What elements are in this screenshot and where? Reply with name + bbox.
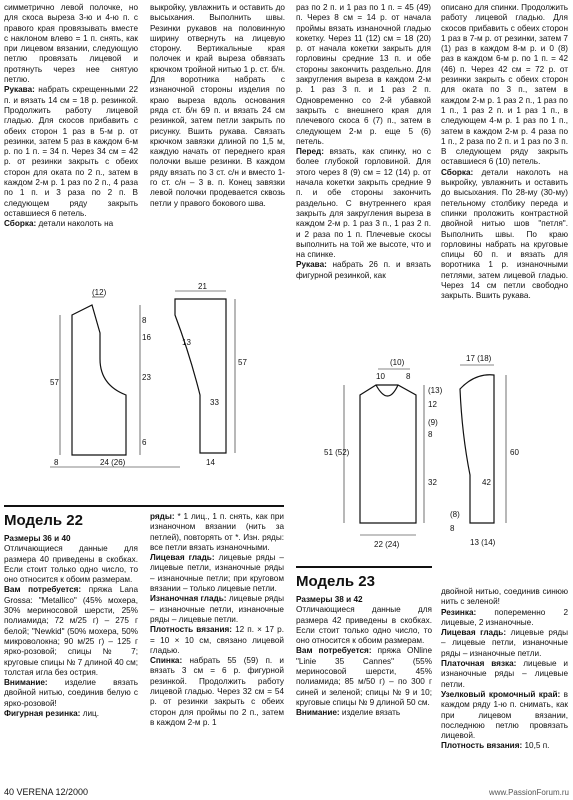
section-heading: Вам потребуется: [4, 585, 82, 595]
col2-top [150, 3, 285, 209]
section-text: набрать скрещенными 22 п. и вязать 14 см = 18 р. резинкой. Продолжить работу лицевой гладью. Для скосов прибавить с обеих сторон 1 раз в 5-м р. от резинки, затем 5 раз в каждом 6-м р. по 1 п. = 34 п. Через 34 см = 42 р. от резинки закрыть с обеих сторон для оката по 2 п., затем в каждом 2-м р. 1 раз по 2 п., 4 раза по 1 п. и 3 раза по 2 п. В следующем ряду закрыть оставшиеся 6 петель. [4, 85, 138, 218]
dim-label: 16 [142, 333, 151, 342]
paragraph [4, 219, 138, 229]
section-heading: Лицевая гладь: [441, 628, 507, 638]
section-heading: Рукава: [4, 85, 35, 95]
dim-label: 8 [142, 316, 147, 325]
body-pattern [72, 305, 126, 455]
paragraph: раз по 2 п. и 1 раз по 1 п. = 45 (49) п. Через 8 см = 14 р. от начала проймы вязать изнаночной гладью кокетку. Через 11 (12) см = 18 (20) р. от начала кокетки закрыть для горловины средние 13 п. и обе стороны закончить раздельно. Для закругления выреза в каждом 2-м р. 1 раз 3 п. и 1 раз 2 п. Одновременно со 2-й убавкой закрыть с внешнего края для плечевого скоса 6 (7) п., затем в следующем 2-м р. еще 5 (6) петель. [296, 3, 431, 146]
section-heading: Внимание: [296, 708, 340, 718]
section-text: 10,5 п. [522, 741, 550, 751]
model23-col1 [296, 573, 432, 719]
paragraph [150, 553, 284, 594]
paragraph [441, 741, 568, 751]
paragraph: двойной нитью, соединив синюю нить с зеленой! [441, 587, 568, 607]
section-text: набрать 26 п. и вязать фигурной резинкой, как [296, 260, 431, 280]
dim-label: 10 [376, 372, 385, 381]
section-text: изделие вязать [339, 708, 401, 718]
dim-label: 22 (24) [374, 540, 400, 549]
section-text: лиц. [80, 709, 100, 719]
col1-top [4, 3, 138, 230]
dim-label: (13) [428, 386, 443, 395]
paragraph: описано для спинки. Продолжить работу лицевой гладью. Для скосов прибавить с обеих сторон 1 раз в 7-м р. от резинки, затем 7 (1) раз в каждом 8-м р. и 0 (8) раз в каждом 6-м р. по 1 п. = 42 (46) п. Через 42 см = 72 р. от резинки закрыть с обеих сторон для оката по 3 п., затем в каждом 2-м р. 1 раз 2 п., 1 раз по 1 п., 1 раз 2 п. и 1 раз 1 п., в следующем 4-м р. 1 раз по 1 п., затем в каждом 2-м р. 4 раза по 1 п., 2 раза по 2 п. и 1 раз по 3 п. В следующем ряду закрыть оставшиеся 6 (10) петель. [441, 3, 568, 167]
dim-label: (8) [450, 510, 460, 519]
section-heading: Плотность вязания: [150, 625, 233, 635]
dim-label: 21 [198, 282, 207, 291]
section-heading: Изнаночная гладь: [150, 594, 227, 604]
paragraph [150, 512, 284, 553]
section-text: лицевые ряды – лицевые петли, изнаночные ряды – изнаночные петли. [441, 628, 568, 658]
paragraph [296, 260, 431, 281]
dim-label: 12 [428, 400, 437, 409]
paragraph [441, 608, 568, 629]
dim-label: 8 [406, 372, 411, 381]
body-pattern [360, 385, 416, 523]
dim-label: 23 [142, 373, 151, 382]
dim-label: 51 (52) [324, 448, 350, 457]
sleeve-pattern [460, 375, 494, 523]
dim-label: 57 [50, 378, 59, 387]
dim-label: 13 [182, 338, 191, 347]
section-text: пряжа Lana Grossa: "Metallico" (45% мохера, 30% мериносовой шерсти, 25% полиамида; 72 м/25 г) – 275 г белой; "Newkid" (50% мохера, 50% микроволокна; 90 м/25 г) – 125 г ярко-розовой; спицы № 7; круговые спицы № 7 длиной 40 см; толстая игла без острия. [4, 585, 138, 677]
paragraph [4, 85, 138, 219]
section-text: 12 п. × 17 р. = 10 × 10 см, связано лицевой гладью. [150, 625, 284, 655]
dim-label: 57 [238, 358, 247, 367]
dim-label: 8 [428, 430, 433, 439]
section-heading: ряды: [150, 512, 175, 521]
paragraph [150, 656, 284, 728]
model23-sizes: Размеры 38 и 42 [296, 595, 363, 604]
model22-sizes: Размеры 36 и 40 [4, 534, 71, 543]
paragraph: симметрично левой полочке, но для скоса выреза 3-ю и 4-ю п. с правого края провязывать вместе с наклоном влево = 1 п. снять, как при лицевом вязании, следующую петлю провязать лицевой и протянуть через нее снятую петлю. [4, 3, 138, 85]
col4-top [441, 3, 568, 302]
dim-label: 8 [450, 524, 455, 533]
section-heading: Фигурная резинка: [4, 709, 81, 719]
dim-label: (10) [390, 358, 405, 367]
section-text: набрать 55 (59) п. и вязать 3 см = 6 р. фигурной резинкой. Продолжить работу лицевой гладью. Через 32 см = 54 р. от резинки закрыть с обеих сторон для проймы по 2 п., затем в каждом 2-м р. 1 [150, 656, 284, 727]
dim-label: 42 [482, 478, 491, 487]
paragraph: Отличающиеся данные для размера 40 приведены в скобках. Если стоит только одно число, то оно относится к обоим размерам. [4, 544, 138, 585]
section-text: попеременно 2 лицевые, 2 изнаночные. [441, 607, 568, 627]
model22-col1 [4, 512, 138, 719]
section-heading: Вам потребуется: [296, 646, 372, 656]
section-text: лицевые и изнаночные ряды – лицевые петли. [441, 659, 568, 689]
section-text: * 1 лиц., 1 п. снять, как при изнаночном вязании (нить за петлей), повторять от *. Изн. ряды: все петли вязать изнаночными. [150, 512, 284, 552]
dim-label: 17 (18) [466, 354, 492, 363]
dim-label: 24 (26) [100, 458, 126, 467]
section-text: детали наколоть на [36, 219, 114, 229]
paragraph [441, 690, 568, 741]
section-heading: Узелковый кромочный край: [441, 689, 561, 699]
paragraph: выкройку, увлажнить и оставить до высыхания. Выполнить швы. Резинки рукавов на половинную ширину отвернуть на лицевую сторону. Вертикальные края полочек и край выреза обвязать крючком тройной нитью 1 р. ст. б/н. Для воротника набрать с изнаночной стороны изделия по краю выреза вдоль основания ряда ст. б/н 69 п. и вязать 24 см резинкой, затем петли закрыть по рисунку. Вшить рукава. Связать крючком завязки длиной по 1,5 м, каждую начать от переднего края полочки выше резинки. В каждом ряду вязать по 3 ст. с/н и вместо 1-го ст. с/н – 3 в. п. Конец завязки левой полочки продевается сквозь петли у правого бокового шва. [150, 3, 285, 208]
col3-top [296, 3, 431, 281]
section-text: лицевые ряды – лицевые петли, изнаночные ряды – изнаночные петли; при круговом вязании – только лицевые петли. [150, 553, 284, 594]
model22-pattern-diagram [30, 282, 260, 495]
paragraph [150, 625, 284, 656]
model23-pattern-diagram [310, 355, 570, 555]
section-heading: Сборка: [4, 219, 37, 229]
model23-title: Модель 23 [296, 573, 375, 590]
dim-label: 13 (14) [470, 538, 496, 547]
section-heading: Сборка: [441, 167, 474, 177]
paragraph [4, 678, 138, 709]
section-text: вязать, как спинку, но с более глубокой горловиной. Для этого через 8 (9) см = 12 (14) р. от начала кокетки закрыть средние 9 п. и обе стороны закончить раздельно. С внутреннего края закрыть для закругления выреза в каждом 2-м р. 1 раз 3 п., 1 раз 2 п. и 2 раза по 1 п. Плечевые скосы выполнить на той же высоте, что и на спинке. [296, 147, 431, 260]
dim-label: (12) [92, 288, 107, 297]
section-heading: Плотность вязания: [441, 741, 523, 751]
dim-label: 60 [510, 448, 519, 457]
paragraph [296, 147, 431, 260]
paragraph [441, 168, 568, 302]
section-text: в каждом ряду 1-ю п. снимать, как при лицевом вязании, последнюю петлю провязать лицевой. [441, 689, 569, 741]
paragraph [150, 594, 284, 625]
section-heading: Рукава: [296, 260, 327, 270]
section-text: пряжа ONline "Linie 35 Cannes" (55% мериносовой шерсти, 45% полиамида; 85 м/50 г) – по 300 г синей и зеленой; спицы № 9 и 10; круговые спицы № 9 длиной 50 см. [296, 646, 433, 707]
dim-label: 32 [428, 478, 437, 487]
dim-label: 8 [54, 458, 59, 467]
section-rule [296, 566, 432, 568]
paragraph [441, 659, 568, 690]
dim-label: (9) [428, 418, 438, 427]
section-text: детали наколоть на выкройку, увлажнить и оставить до высыхания. По 28-му (30-му) петельному столбику переда и спинки проложить контрастной двойной нитью шов "петля". Выполнить швы. По краю горловины набрать на круговые спицы 60 п. и вязать для воротника 1 р. изнаночными петлями, затем лицевой гладью. Через 14 см петли свободно закрыть. Вшить рукава. [441, 167, 568, 301]
model22-col2 [150, 512, 284, 728]
paragraph [296, 708, 432, 718]
model23-col2 [441, 587, 568, 752]
paragraph [4, 709, 138, 719]
section-heading: Перед: [296, 147, 324, 157]
section-heading: Платочная вязка: [441, 659, 517, 669]
section-text: изделие вязать двойной нитью, соединив белую с ярко-розовой! [4, 678, 138, 708]
watermark: www.PassionForum.ru [488, 788, 569, 797]
section-text: лицевые ряды – изнаночные петли, изнаночные ряды – лицевые петли. [150, 594, 284, 624]
paragraph [4, 585, 138, 678]
paragraph: Отличающиеся данные для размера 42 приведены в скобках. Если стоит только одно число, то оно относится к обоим размерам. [296, 605, 432, 646]
page-footer: 40 VERENA 12/2000 [4, 787, 89, 797]
dim-label: 33 [210, 398, 219, 407]
model22-title: Модель 22 [4, 512, 83, 529]
dim-label: 14 [206, 458, 215, 467]
section-heading: Лицевая гладь: [150, 553, 215, 563]
dim-label: 6 [142, 438, 147, 447]
section-heading: Внимание: [4, 678, 48, 688]
section-rule [4, 505, 284, 507]
sleeve-pattern [175, 299, 226, 453]
paragraph [441, 628, 568, 659]
paragraph [296, 646, 432, 708]
section-heading: Резинка: [441, 607, 477, 617]
section-heading: Спинка: [150, 656, 183, 666]
